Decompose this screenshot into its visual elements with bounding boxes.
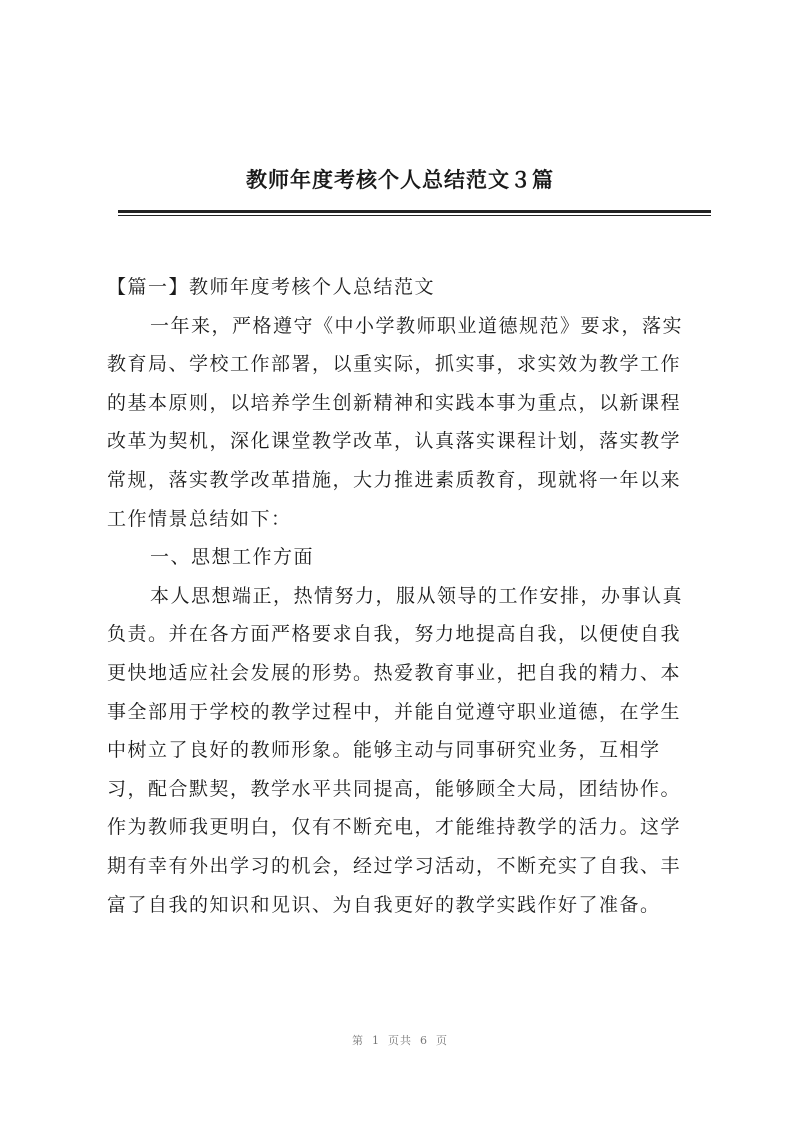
paragraph-line: 工作情景总结如下： (107, 507, 292, 530)
paragraph-line: 事全部用于学校的教学过程中，并能自觉遵守职业道德，在学生 (107, 700, 682, 723)
paragraph-line: 中树立了良好的教师形象。能够主动与同事研究业务，互相学 (107, 739, 661, 762)
paragraph-line: 本人思想端正，热情努力，服从领导的工作安排，办事认真 (150, 584, 684, 607)
paragraph-line: 作为教师我更明白，仅有不断充电，才能维持教学的活力。这学 (107, 816, 682, 839)
paragraph-line: 教育局、学校工作部署，以重实际，抓实事，求实效为教学工作 (107, 353, 682, 376)
paragraph-line: 习，配合默契，教学水平共同提高，能够顾全大局，团结协作。 (107, 777, 682, 800)
paragraph-line: 一年来，严格遵守《中小学教师职业道德规范》要求，落实 (150, 314, 684, 337)
paragraph-line: 常规，落实教学改革措施，大力推进素质教育，现就将一年以来 (107, 468, 682, 491)
paragraph-line: 更快地适应社会发展的形势。热爱教育事业，把自我的精力、本 (107, 661, 682, 684)
footer-label-ye: 页 (436, 1034, 448, 1047)
document-title: 教师年度考核个人总结范文３篇 (246, 167, 554, 192)
paragraph-line: 富了自我的知识和见识、为自我更好的教学实践作好了准备。 (107, 893, 661, 916)
footer-label-ye-gong: 页共 (388, 1034, 412, 1047)
paragraph-line: 期有幸有外出学习的机会，经过学习活动，不断充实了自我、丰 (107, 854, 682, 877)
title-rule-thick (118, 210, 711, 213)
subsection-heading: 一、思想工作方面 (150, 546, 315, 569)
footer-total-pages: 6 (420, 1034, 428, 1047)
paragraph-line: 改革为契机，深化课堂教学改革，认真落实课程计划，落实教学 (107, 430, 682, 453)
section-heading: 【篇一】教师年度考核个人总结范文 (107, 276, 436, 298)
footer-label-di: 第 (352, 1034, 364, 1047)
paragraph-line: 负责。并在各方面严格要求自我，努力地提高自我，以便使自我 (107, 623, 682, 646)
document-body (107, 268, 712, 924)
paragraph-line: 的基本原则，以培养学生创新精神和实践本事为重点，以新课程 (107, 391, 682, 414)
title-rule-thin (118, 215, 711, 216)
footer-page-number: 1 (372, 1034, 380, 1047)
page-footer (0, 1032, 800, 1048)
